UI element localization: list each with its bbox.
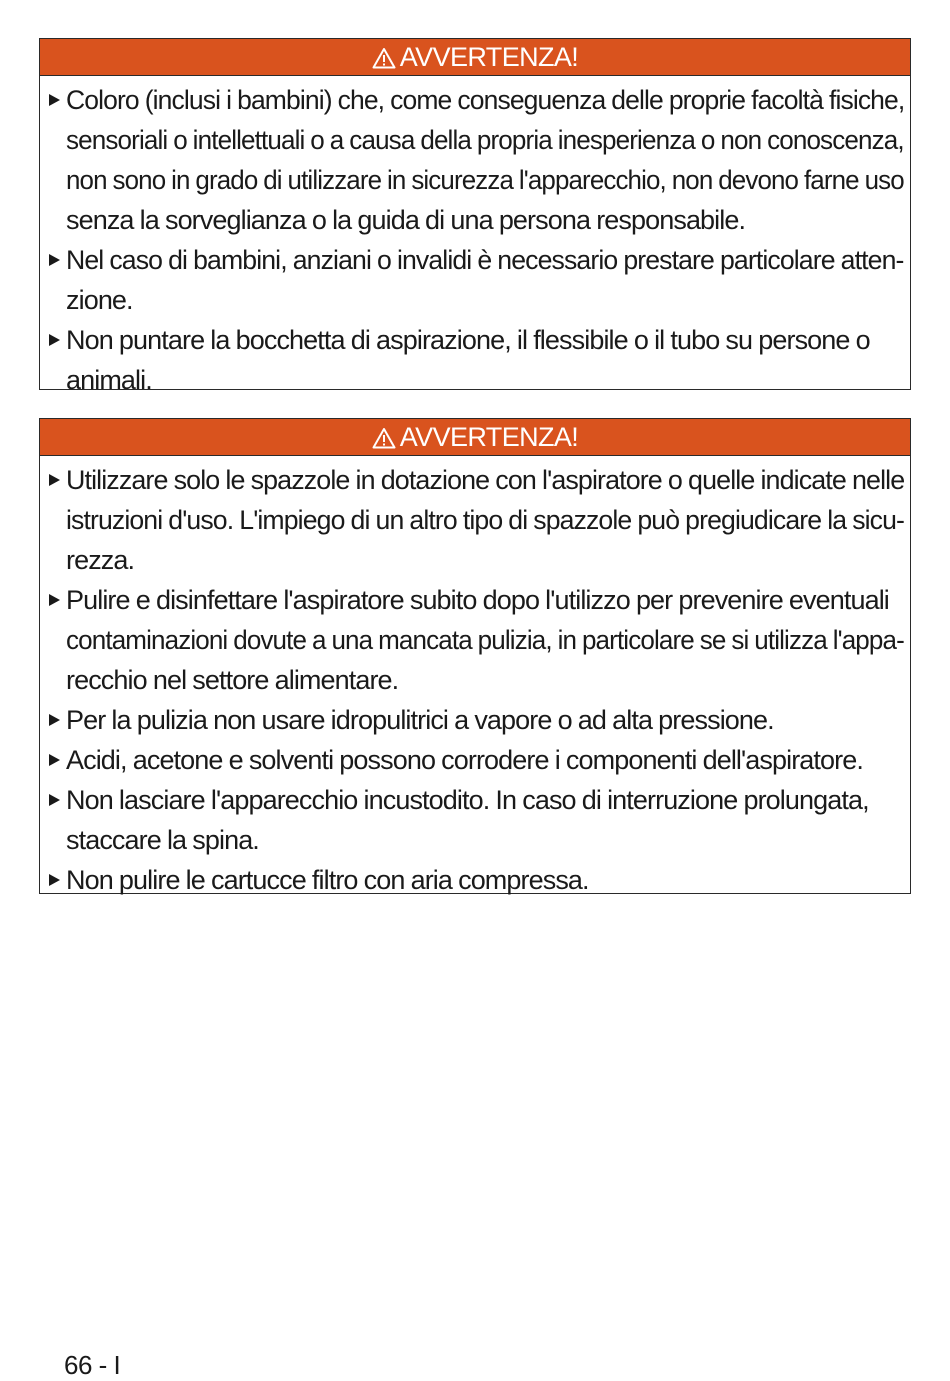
triangle-bullet-icon <box>49 874 60 886</box>
item-line: Pulire e disinfettare l'aspiratore subito dopo l'utilizzo per prevenire eventuali <box>66 585 889 615</box>
item-line: Non puntare la bocchetta di aspirazione, il flessibile o il tubo su persone o <box>66 325 870 355</box>
list-item <box>40 460 910 580</box>
warning-title: AVVERTENZA! <box>399 421 579 452</box>
warning-list <box>40 76 910 400</box>
item-line: recchio nel settore alimentare. <box>66 665 399 695</box>
triangle-bullet-icon <box>49 254 60 266</box>
warning-box-2 <box>39 418 911 894</box>
triangle-bullet-icon <box>49 794 60 806</box>
item-line: sensoriali o intellettuali o a causa della propria inesperienza o non conoscenza, <box>66 125 904 155</box>
list-item <box>40 780 910 860</box>
triangle-bullet-icon <box>49 334 60 346</box>
list-item <box>40 80 910 240</box>
list-item <box>40 580 910 700</box>
item-line: rezza. <box>66 545 135 575</box>
list-item <box>40 240 910 320</box>
warning-title: AVVERTENZA! <box>399 41 579 72</box>
list-item <box>40 740 910 780</box>
warning-header <box>40 419 910 456</box>
warning-triangle-icon <box>372 427 396 449</box>
triangle-bullet-icon <box>49 754 60 766</box>
item-line: Non pulire le cartucce filtro con aria compressa. <box>66 865 589 895</box>
triangle-bullet-icon <box>49 474 60 486</box>
warning-list <box>40 456 910 900</box>
item-line: staccare la spina. <box>66 825 259 855</box>
triangle-bullet-icon <box>49 594 60 606</box>
item-line: contaminazioni dovute a una mancata pulizia, in particolare se si utilizza l'appa- <box>66 625 904 655</box>
item-line: non sono in grado di utilizzare in sicurezza l'apparecchio, non devono farne uso <box>66 165 904 195</box>
item-line: animali. <box>66 365 152 395</box>
item-line: Acidi, acetone e solventi possono corrodere i componenti dell'aspiratore. <box>66 745 863 775</box>
item-line: Non lasciare l'apparecchio incustodito. In caso di interruzione prolungata, <box>66 785 869 815</box>
item-line: Nel caso di bambini, anziani o invalidi è necessario prestare particolare atten- <box>66 245 904 275</box>
list-item <box>40 860 910 900</box>
warning-triangle-icon <box>372 47 396 69</box>
warning-header <box>40 39 910 76</box>
item-line: Utilizzare solo le spazzole in dotazione con l'aspiratore o quelle indicate nelle <box>66 465 905 495</box>
triangle-bullet-icon <box>49 94 60 106</box>
list-item <box>40 700 910 740</box>
item-line: Coloro (inclusi i bambini) che, come conseguenza delle proprie facoltà fisiche, <box>66 85 905 115</box>
warning-box-1 <box>39 38 911 395</box>
item-line: Per la pulizia non usare idropulitrici a vapore o ad alta pressione. <box>66 705 774 735</box>
page-number: 66 - I <box>64 1350 121 1380</box>
item-line: istruzioni d'uso. L'impiego di un altro tipo di spazzole può pregiudicare la sicu- <box>66 505 905 535</box>
item-line: zione. <box>66 285 133 315</box>
triangle-bullet-icon <box>49 714 60 726</box>
list-item <box>40 320 910 400</box>
item-line: senza la sorveglianza o la guida di una persona responsabile. <box>66 205 746 235</box>
